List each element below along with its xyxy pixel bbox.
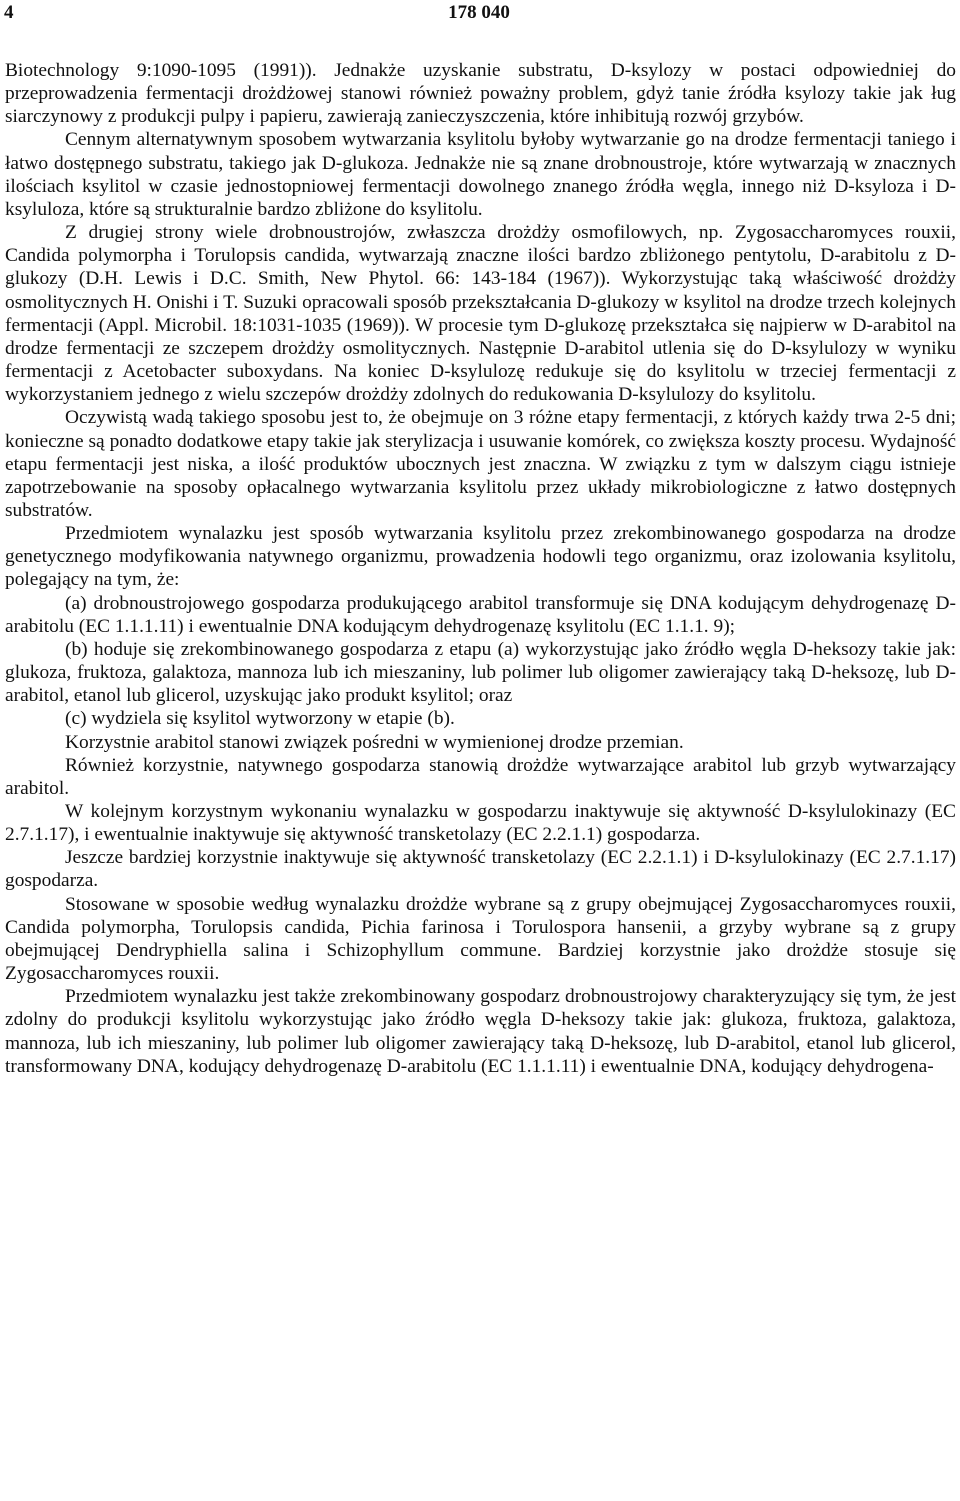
- paragraph: Z drugiej strony wiele drobnoustrojów, zwłaszcza drożdży osmofilowych, np. Zygosaccharomyces rouxii, Candida polymorpha i Torulopsis candida, wytwarzają znaczne ilości bardzo zbliżonego pentytolu, D-arabitolu z D-glukozy (D.H. Lewis i D.C. Smith, New Phytol. 66: 143-184 (1967)). Wykorzystując taką właściwość drożdży osmolitycznych H. Onishi i T. Suzuki opracowali sposób przekształcania D-glukozy w ksylitol na drodze trzech kolejnych fermentacji (Appl. Microbil. 18:1031-1035 (1969)). W procesie tym D-glukozę przekształca się najpierw w D-arabitol na drodze fermentacji ze szczepem drożdży osmolitycznych. Następnie D-arabitol utlenia się do D-ksylulozy w wyniku fermentacji z Acetobacter suboxydans. Na koniec D-ksylulozę redukuje się do ksylitolu w trzeciej fermentacji z wykorzystaniem jednego z wielu szczepów drożdży zdolnych do redukowania D-ksylulozy do ksylitolu.: [5, 222, 956, 406]
- page-header: [4, 2, 954, 28]
- paragraph: Przedmiotem wynalazku jest także zrekombinowany gospodarz drobnoustrojowy charakteryzujący się tym, że jest zdolny do produkcji ksylitolu wykorzystując jako źródło węgla D-heksozy takie jak: glukoza, fruktoza, galaktoza, mannoza, lub ich mieszaniny, lub polimer lub oligomer zawierający taką D-heksozę, lub D-arabitol, etanol lub glicerol, transformowany DNA, kodujący dehydrogenazę D-arabitolu (EC 1.1.1.11) i ewentualnie DNA, kodujący dehydrogena-: [5, 986, 956, 1077]
- paragraph: Również korzystnie, natywnego gospodarza stanowią drożdże wytwarzające arabitol lub grzyb wytwarzający arabitol.: [5, 754, 956, 799]
- list-item-a: (a) drobnoustrojowego gospodarza produkującego arabitol transformuje się DNA kodującym dehydrogenazę D-arabitolu (EC 1.1.1.11) i ewentualnie DNA kodującym dehydrogenazę ksylitolu (EC 1.1.1. 9);: [5, 592, 956, 637]
- paragraph: Korzystnie arabitol stanowi związek pośredni w wymienionej drodze przemian.: [65, 731, 684, 753]
- document-body: [5, 59, 956, 1078]
- paragraph: Stosowane w sposobie według wynalazku drożdże wybrane są z grupy obejmującej Zygosaccharomyces rouxii, Candida polymorpha, Torulopsis candida, Pichia farinosa i Torulospora hansenii, a grzyby wybrane są z grupy obejmującej Dendryphiella salina i Schizophyllum commune. Bardziej korzystnie jako drożdże stosuje się Zygosaccharomyces rouxii.: [5, 893, 956, 985]
- list-item-b: (b) hoduje się zrekombinowanego gospodarza z etapu (a) wykorzystując jako źródło węgla D-heksozy takie jak: glukoza, fruktoza, galaktoza, mannoza lub ich mieszaniny, lub polimer lub oligomer zawierający taką D-heksozę, lub D-arabitol, etanol lub glicerol, uzyskując jako produkt ksylitol; oraz: [5, 638, 956, 707]
- paragraph: W kolejnym korzystnym wykonaniu wynalazku w gospodarzu inaktywuje się aktywność D-ksylulokinazy (EC 2.7.1.17), i ewentualnie inaktywuje się aktywność transketolazy (EC 2.2.1.1) gospodarza.: [5, 801, 956, 846]
- paragraph: Oczywistą wadą takiego sposobu jest to, że obejmuje on 3 różne etapy fermentacji, z których każdy trwa 2-5 dni; konieczne są ponadto dodatkowe etapy takie jak sterylizacja i usuwanie komórek, co zwiększa koszty procesu. Wydajność etapu fermentacji jest niska, a ilość produktów ubocznych jest znaczna. W związku z tym w dalszym ciągu istnieje zapotrzebowanie na sposoby opłacalnego wytwarzania ksylitolu przez układy mikrobiologiczne z łatwo dostępnych substratów.: [5, 407, 956, 521]
- paragraph: Biotechnology 9:1090-1095 (1991)). Jednakże uzyskanie substratu, D-ksylozy w postaci odpowiedniej do przeprowadzenia fermentacji drożdżowej stanowi również poważny problem, gdyż tanie źródła ksylozy takie jak ług siarczynowy z produkcji pulpy i papieru, zawierają zanieczyszczenia, które inhibitują rozwój grzybów.: [5, 60, 956, 128]
- list-item-c: (c) wydziela się ksylitol wytworzony w etapie (b).: [65, 708, 455, 730]
- paragraph: Jeszcze bardziej korzystnie inaktywuje się aktywność transketolazy (EC 2.2.1.1) i D-ksylulokinazy (EC 2.7.1.17) gospodarza.: [5, 847, 956, 892]
- paragraph: Cennym alternatywnym sposobem wytwarzania ksylitolu byłoby wytwarzanie go na drodze fermentacji taniego i łatwo dostępnego substratu, takiego jak D-glukoza. Jednakże nie są znane drobnoustroje, które wytwarzają w znacznych ilościach ksylitol w czasie jednostopniowej fermentacji dowolnego znanego źródła węgla, innego niż D-ksyloza i D-ksyluloza, które są strukturalnie bardzo zbliżone do ksylitolu.: [5, 129, 956, 220]
- page-number: 4: [4, 2, 14, 23]
- patent-number: 178 040: [448, 2, 510, 23]
- paragraph: Przedmiotem wynalazku jest sposób wytwarzania ksylitolu przez zrekombinowanego gospodarza na drodze genetycznego modyfikowania natywnego organizmu, prowadzenia hodowli tego organizmu, oraz izolowania ksylitolu, polegający na tym, że:: [5, 523, 956, 591]
